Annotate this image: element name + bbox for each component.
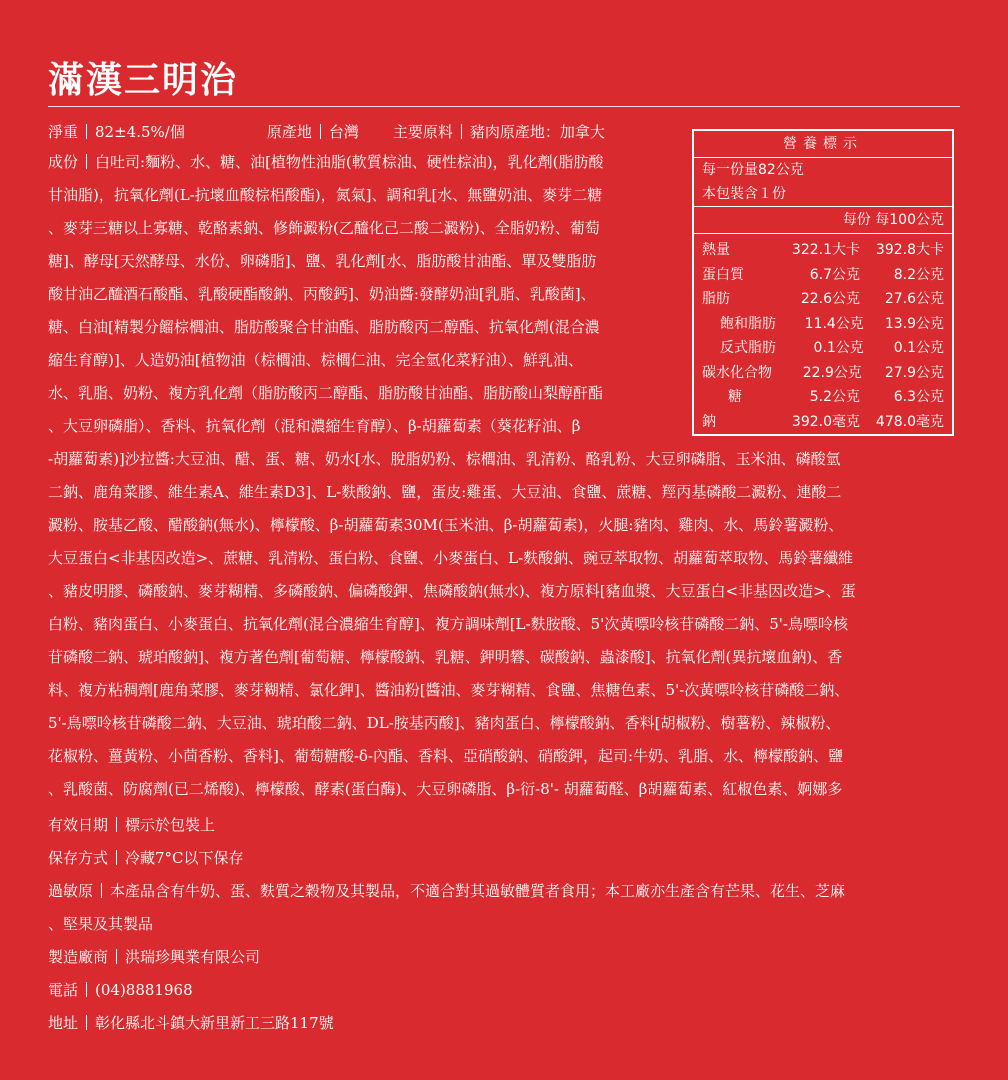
divider xyxy=(86,982,87,997)
page-title: 滿漢三明治 xyxy=(48,59,239,101)
per-100g-value: 13.9公克 xyxy=(884,315,944,332)
ingredients-line: 水、乳脂、奶粉、複方乳化劑（脂肪酸丙二醇酯、脂肪酸甘油酯、脂肪酸山梨醇酐酯 xyxy=(48,384,604,402)
ingredients-line: 二鈉、鹿角菜膠、維生素A、維生素D3]、L-麩酸鈉、鹽，蛋皮:雞蛋、大豆油、食鹽、蔗糖、羥丙基磷酸二澱粉、連酸二 xyxy=(48,483,842,501)
address-label: 地址 xyxy=(48,1014,79,1032)
divider xyxy=(116,817,117,832)
per-serving-value: 6.7公克 xyxy=(809,266,860,283)
origin-label: 原產地 xyxy=(266,123,312,141)
nutrient-name: 糖 xyxy=(728,389,742,405)
allergen-line xyxy=(48,876,845,906)
allergen-line: 、堅果及其製品 xyxy=(48,915,154,933)
nutrition-row xyxy=(694,238,952,263)
nutrition-row xyxy=(694,336,952,361)
divider xyxy=(86,124,87,139)
nutrition-row xyxy=(694,287,952,312)
maker-label: 製造廠商 xyxy=(48,948,109,966)
origin-value: 台灣 xyxy=(328,123,359,141)
ingredients-line: 澱粉、胺基乙酸、醋酸鈉(無水)、檸檬酸、β-胡蘿蔔素30M(玉米油、β-胡蘿蔔素)，火腿:豬肉、雞肉、水、馬鈴薯澱粉、 xyxy=(48,516,844,534)
storage-label: 保存方式 xyxy=(48,849,109,867)
nutrient-name: 蛋白質 xyxy=(702,266,744,283)
ingredients-line: 花椒粉、薑黃粉、小茴香粉、香料]、葡萄糖酸-δ-內酯、香料、亞硝酸鈉、硝酸鉀，起司:牛奶、乳脂、水、檸檬酸鈉、鹽 xyxy=(48,747,844,765)
servings-per-pack: 本包裝含１份 xyxy=(694,182,952,207)
per-100g-value: 27.6公克 xyxy=(884,291,944,307)
address-line xyxy=(48,1008,334,1038)
nutrition-row xyxy=(694,312,952,337)
ingredients-text: 白吐司:麵粉、水、糖、油[植物性油脂(軟質棕油、硬性棕油)，乳化劑(脂肪酸 xyxy=(95,153,604,171)
per-serving-value: 392.0毫克 xyxy=(791,413,860,430)
allergen-text: 本產品含有牛奶、蛋、麩質之穀物及其製品，不適合對其過敏體質者食用；本工廠亦生產含有芒果、花生、芝麻 xyxy=(110,882,846,900)
weight-value: 82±4.5%/個 xyxy=(95,123,185,141)
address-value: 彰化縣北斗鎮大新里新工三路117號 xyxy=(95,1014,334,1032)
nutrient-name: 鈉 xyxy=(702,413,716,430)
divider xyxy=(320,124,321,139)
ingredients-line xyxy=(48,147,603,177)
ingredients-line: 大豆蛋白<非基因改造>、蔗糖、乳清粉、蛋白粉、食鹽、小麥蛋白、L-麩酸鈉、豌豆萃取物、胡蘿蔔萃取物、馬鈴薯纖維 xyxy=(48,549,854,567)
expiry-value: 標示於包裝上 xyxy=(125,816,216,834)
storage-line xyxy=(48,843,244,873)
expiry-label: 有效日期 xyxy=(48,816,109,834)
nutrient-name: 脂肪 xyxy=(702,291,730,307)
col-per-100g: 每100公克 xyxy=(875,212,944,228)
per-100g-value: 8.2公克 xyxy=(893,266,944,283)
ingredients-line: -胡蘿蔔素)]沙拉醬:大豆油、醋、蛋、糖、奶水[水、脫脂奶粉、棕櫚油、乳清粉、酪乳粉、大豆卵磷脂、玉米油、磷酸氫 xyxy=(48,450,841,468)
divider xyxy=(86,1015,87,1030)
per-100g-value: 6.3公克 xyxy=(893,389,944,405)
divider xyxy=(86,154,87,169)
per-100g-value: 392.8大卡 xyxy=(875,242,944,258)
per-serving-value: 22.6公克 xyxy=(800,291,860,307)
per-100g-value: 478.0毫克 xyxy=(875,413,944,430)
col-per-serving: 每份 xyxy=(842,212,871,228)
nutrition-row xyxy=(694,410,952,435)
ingredients-line: 料、複方粘稠劑[鹿角菜膠、麥芽糊精、氯化鉀]、醬油粉[醬油、麥芽糊精、食鹽、焦糖色素、5'-次黃嘌呤核苷磷酸二鈉、 xyxy=(48,681,850,699)
main-ingredient-value: 豬肉原產地：加拿大 xyxy=(469,123,605,141)
per-serving-value: 11.4公克 xyxy=(804,315,864,332)
nutrition-row xyxy=(694,361,952,386)
divider xyxy=(101,883,102,898)
ingredients-line: 酸甘油乙醯酒石酸酯、乳酸硬酯酸鈉、丙酸鈣]、奶油醬:發酵奶油[乳脂、乳酸菌]、 xyxy=(48,285,596,303)
ingredients-line: 白粉、豬肉蛋白、小麥蛋白、抗氧化劑(混合濃縮生育醇]、複方調味劑[L-麩胺酸、5'次黃嘌呤核苷磷酸二鈉、5'-鳥嘌呤核 xyxy=(48,615,848,633)
phone-line xyxy=(48,975,193,1005)
info-row xyxy=(48,117,605,147)
maker-line xyxy=(48,942,260,972)
nutrition-row xyxy=(694,385,952,410)
per-serving-value: 0.1公克 xyxy=(813,340,864,356)
ingredients-line: 、豬皮明膠、磷酸鈉、麥芽糊精、多磷酸鈉、偏磷酸鉀、焦磷酸鈉(無水)、複方原料[豬血漿、大豆蛋白<非基因改造>、蛋 xyxy=(48,582,856,600)
maker-value: 洪瑞珍興業有限公司 xyxy=(125,948,261,966)
nutrition-header: 營養標示 xyxy=(694,131,952,158)
nutrition-column-headers xyxy=(694,207,952,234)
phone-label: 電話 xyxy=(48,981,79,999)
nutrient-name: 熱量 xyxy=(702,242,730,258)
ingredients-line: 苷磷酸二鈉、琥珀酸鈉]、複方著色劑[葡萄糖、檸檬酸鈉、乳糖、鉀明礬、碳酸鈉、蟲漆酸]、抗氧化劑(異抗壞血鈉)、香 xyxy=(48,648,843,666)
nutrient-name: 反式脂肪 xyxy=(720,340,776,356)
expiry-line xyxy=(48,810,215,840)
nutrient-name: 碳水化合物 xyxy=(702,364,772,381)
ingredients-line: 甘油脂)，抗氧化劑(L-抗壞血酸棕梠酸酯)，氮氣]、調和乳[水、無鹽奶油、麥芽二糖 xyxy=(48,186,603,204)
ingredients-line: 、大豆卵磷脂）、香料、抗氧化劑（混和濃縮生育醇）、β-胡蘿蔔素（葵花籽油、β xyxy=(48,417,581,435)
ingredients-line: 、麥芽三糖以上寡糖、乾酪素鈉、修飾澱粉(乙醯化己二酸二澱粉)、全脂奶粉、葡萄 xyxy=(48,219,600,237)
ingredients-line: 5'-鳥嘌呤核苷磷酸二鈉、大豆油、琥珀酸二鈉、DL-胺基丙酸]、豬肉蛋白、檸檬酸鈉、香料[胡椒粉、樹薯粉、辣椒粉、 xyxy=(48,714,841,732)
divider xyxy=(116,949,117,964)
nutrient-name: 飽和脂肪 xyxy=(720,315,776,332)
divider xyxy=(461,124,462,139)
title-divider xyxy=(48,106,960,107)
nutrition-row xyxy=(694,263,952,288)
ingredients-line: 縮生育醇)]、人造奶油[植物油（棕櫚油、棕櫚仁油、完全氫化菜籽油）、鮮乳油、 xyxy=(48,351,584,369)
storage-value: 冷藏7°C以下保存 xyxy=(125,849,244,867)
allergen-label: 過敏原 xyxy=(48,882,94,900)
ingredients-label: 成份 xyxy=(48,153,79,171)
main-ingredient-label: 主要原料 xyxy=(392,123,453,141)
ingredients-line: 糖]、酵母[天然酵母、水份、卵磷脂]、鹽、乳化劑[水、脂肪酸甘油酯、單及雙脂肪 xyxy=(48,252,597,270)
serving-size: 每一份量82公克 xyxy=(702,162,804,178)
weight-label: 淨重 xyxy=(48,123,79,141)
ingredients-line: 糖、白油[精製分餾棕櫚油、脂肪酸聚合甘油酯、脂肪酸丙二醇酯、抗氧化劑(混合濃 xyxy=(48,318,600,336)
phone-value: (04)8881968 xyxy=(95,981,193,999)
ingredients-line: 、乳酸菌、防腐劑(已二烯酸)、檸檬酸、酵素(蛋白酶)、大豆卵磷脂、β-衍-8'- 胡蘿蔔醛、β胡蘿蔔素、紅椒色素、婀娜多 xyxy=(48,780,843,798)
divider xyxy=(116,850,117,865)
per-serving-value: 5.2公克 xyxy=(809,389,860,405)
per-serving-value: 22.9公克 xyxy=(802,364,862,381)
per-100g-value: 27.9公克 xyxy=(884,364,944,381)
per-serving-value: 322.1大卡 xyxy=(791,242,860,258)
nutrition-table xyxy=(692,129,954,436)
per-100g-value: 0.1公克 xyxy=(893,340,944,356)
